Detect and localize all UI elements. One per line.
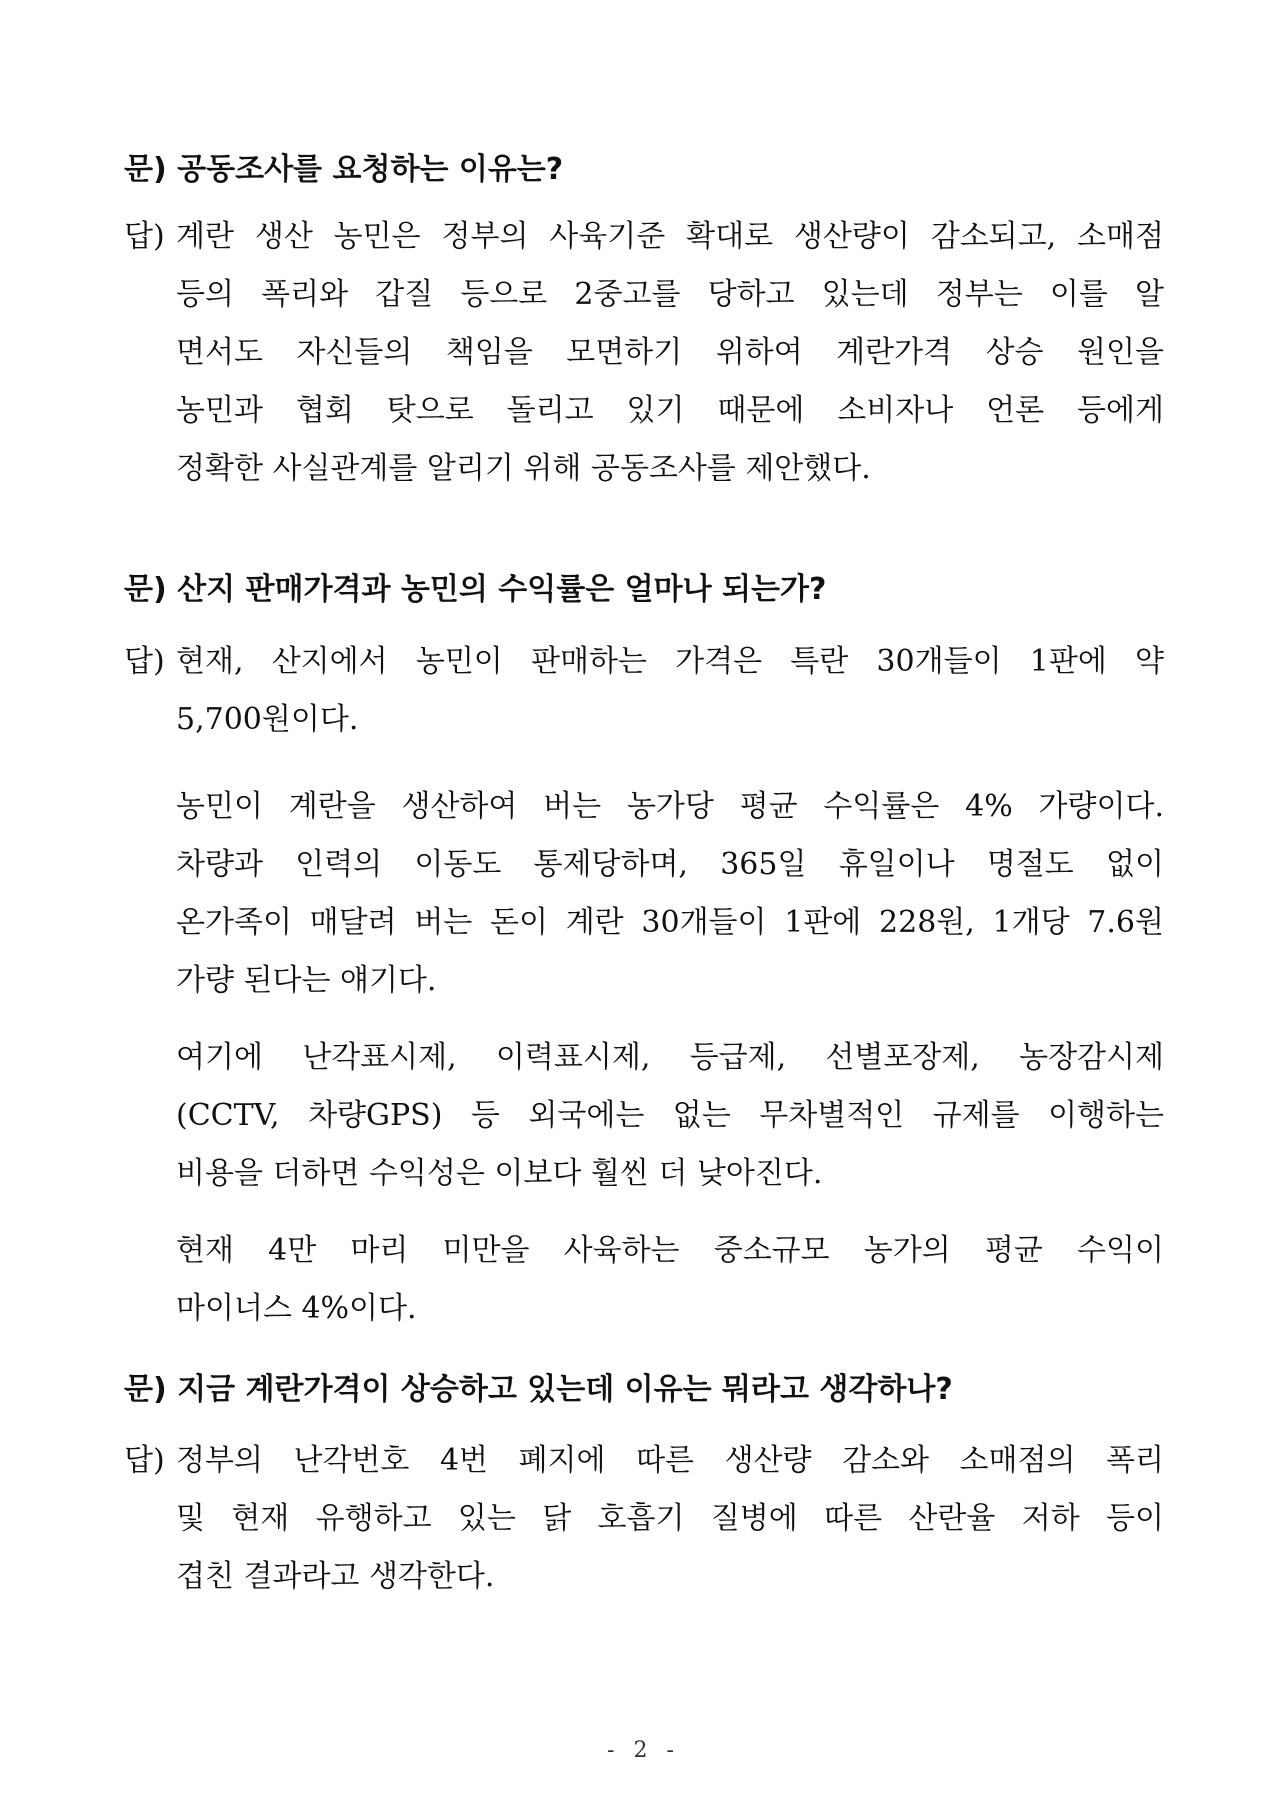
answer-3 [124,1432,1164,1606]
answer-2-line: 현재, 산지에서 농민이 판매하는 가격은 특란 30개들이 1판에 약 [176,644,1164,679]
answer-1-line: 농민과 협회 탓으로 돌리고 있기 때문에 소비자나 언론 등에게 [176,393,1164,428]
question-2: 문) 산지 판매가격과 농민의 수익률은 얼마나 되는가? [124,572,827,607]
question-3: 문) 지금 계란가격이 상승하고 있는데 이유는 뭐라고 생각하나? [124,1372,953,1407]
answer-3-prefix: 답) [124,1443,165,1478]
paragraph-line: 현재 4만 마리 미만을 사육하는 중소규모 농가의 평균 수익이 [176,1233,1164,1268]
answer-2 [124,633,1164,749]
answer-3-line: 및 현재 유행하고 있는 닭 호흡기 질병에 따른 산란율 저하 등이 [176,1501,1164,1536]
answer-1 [124,208,1164,498]
paragraph-line: 마이너스 4%이다. [176,1291,417,1326]
paragraph-line: 차량과 인력의 이동도 통제당하며, 365일 휴일이나 명절도 없이 [176,847,1164,882]
paragraph-line: (CCTV, 차량GPS) 등 외국에는 없는 무차별적인 규제를 이행하는 [176,1098,1164,1133]
paragraph-line: 가량 된다는 얘기다. [176,963,437,998]
answer-2-paragraph-3 [176,1222,1164,1338]
page-number: - 2 - [607,1738,680,1763]
answer-1-line: 면서도 자신들의 책임을 모면하기 위하여 계란가격 상승 원인을 [176,335,1164,370]
question-1: 문) 공동조사를 요청하는 이유는? [124,152,564,187]
answer-2-paragraph-2 [176,1029,1164,1203]
paragraph-line: 온가족이 매달려 버는 돈이 계란 30개들이 1판에 228원, 1개당 7.6원 [176,905,1164,940]
answer-1-prefix: 답) [124,219,165,254]
answer-3-line: 정부의 난각번호 4번 폐지에 따른 생산량 감소와 소매점의 폭리 [176,1443,1164,1478]
answer-2-line: 5,700원이다. [176,702,359,737]
answer-2-prefix: 답) [124,644,165,679]
paragraph-line: 농민이 계란을 생산하여 버는 농가당 평균 수익률은 4% 가량이다. [176,789,1164,824]
paragraph-line: 비용을 더하면 수익성은 이보다 훨씬 더 낮아진다. [176,1156,823,1191]
answer-2-paragraph-1 [176,778,1164,1010]
answer-3-line: 겹친 결과라고 생각한다. [176,1559,495,1594]
paragraph-line: 여기에 난각표시제, 이력표시제, 등급제, 선별포장제, 농장감시제 [176,1040,1164,1075]
answer-1-line: 정확한 사실관계를 알리기 위해 공동조사를 제안했다. [176,451,871,486]
answer-1-line: 계란 생산 농민은 정부의 사육기준 확대로 생산량이 감소되고, 소매점 [176,219,1164,254]
answer-1-line: 등의 폭리와 갑질 등으로 2중고를 당하고 있는데 정부는 이를 알 [176,277,1164,312]
